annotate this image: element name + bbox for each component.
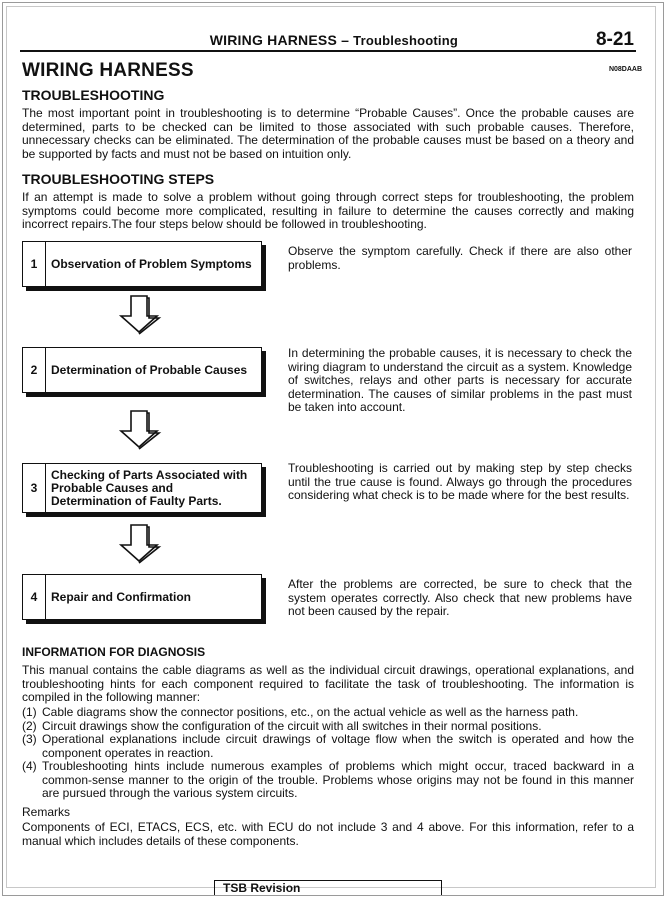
step-2-box [22, 347, 262, 393]
header-dash: – [341, 32, 350, 48]
page-title: WIRING HARNESS [22, 60, 194, 81]
step-1-label-wrap [51, 242, 255, 286]
document-code: N08DAAB [608, 66, 642, 73]
diagnosis-heading: INFORMATION FOR DIAGNOSIS [22, 645, 206, 659]
list-item [22, 760, 634, 801]
step-1-description: Observe the symptom carefully. Check if there are also other problems. [288, 244, 632, 272]
down-arrow-icon [118, 410, 164, 450]
header-section: WIRING HARNESS [209, 32, 337, 48]
step-3-box [22, 463, 262, 513]
step-4-label-wrap [51, 575, 255, 619]
steps-intro: If an attempt is made to solve a problem without going through correct steps for troubleshooting, the problem symptoms could become more complicated, resulting in failure to determine the causes correctly and making incorrect repairs.The four steps below should be followed in troubleshooting. [22, 190, 634, 231]
list-item [22, 720, 634, 734]
running-header-title [210, 32, 458, 48]
tsb-revision-label: TSB Revision [223, 881, 301, 895]
step-2-description: In determining the probable causes, it is necessary to check the wiring diagram to understand the circuit as a system. Knowledge of switches, relays and other parts is necessary for accurate determination. The causes of similar problems in the past must be taken into account. [288, 346, 632, 414]
list-item-text: Operational explanations include circuit drawings of voltage flow when the switch is operated and how the component operates in reaction. [42, 732, 634, 760]
step-2-number: 2 [23, 348, 46, 392]
down-arrow-icon [118, 524, 164, 564]
list-item-number: (3) [22, 732, 37, 746]
step-3-label: Checking of Parts Associated with Probable Causes and Determination of Faulty Parts. [51, 467, 248, 508]
step-1-box [22, 241, 262, 287]
down-arrow-icon [118, 295, 164, 335]
step-3-number: 3 [23, 464, 46, 512]
diagnosis-list [22, 706, 634, 801]
step-4-box [22, 574, 262, 620]
step-1-label: Observation of Problem Symptoms [51, 256, 252, 271]
step-3-label-wrap [51, 464, 255, 512]
diagnosis-intro: This manual contains the cable diagrams as well as the individual circuit drawings, operational explanations, and troubleshooting hints for each component required to facilitate the task of troubleshooting. The information is compiled in the following manner: [22, 663, 634, 704]
list-item-text: Circuit drawings show the configuration of the circuit with all switches in their normal positions. [42, 718, 542, 733]
list-item-text: Troubleshooting hints include numerous examples of problems which might occur, traced backward in a common-sense manner to the origin of the trouble. Problems whose origins may not be found in this manner are pursued through the various system circuits. [42, 759, 634, 800]
page-number: 8-21 [595, 29, 634, 50]
list-item [22, 733, 634, 760]
step-1-number: 1 [23, 242, 46, 286]
list-item [22, 706, 634, 720]
step-4-number: 4 [23, 575, 46, 619]
troubleshooting-body: The most important point in troubleshooting is to determine “Probable Causes”. Once the probable causes are determined, parts to be checked can be limited to those associated with such probable causes. Therefore, unnecessary checks can be eliminated. The determination of the probable causes must be based on a theory and be supported by facts and must not be based on intuition only. [22, 106, 634, 161]
list-item-text: Cable diagrams show the connector positions, etc., on the actual vehicle as well as the harness path. [42, 705, 579, 719]
tsb-revision-box [214, 880, 442, 895]
list-item-number: (4) [22, 759, 37, 773]
header-subsection: Troubleshooting [353, 33, 458, 48]
step-3-description: Troubleshooting is carried out by making step by step checks until the true cause is found. Always go through the procedures considering what check is to be made where for the best results. [288, 461, 632, 502]
step-4-label: Repair and Confirmation [51, 589, 192, 604]
running-header [20, 28, 636, 52]
steps-heading: TROUBLESHOOTING STEPS [22, 171, 215, 187]
remarks-text: Components of ECI, ETACS, ECS, etc. with ECU do not include 3 and 4 above. For this information, refer to a manual which includes details of these components. [22, 820, 634, 848]
step-2-label-wrap [51, 348, 255, 392]
troubleshooting-heading: TROUBLESHOOTING [22, 87, 165, 103]
step-4-description: After the problems are corrected, be sure to check that the system operates correctly. Also check that new problems have not been caused by the repair. [288, 577, 632, 618]
list-item-number: (2) [22, 718, 37, 733]
remarks-label: Remarks [22, 805, 71, 819]
step-2-label: Determination of Probable Causes [51, 362, 248, 377]
list-item-number: (1) [22, 705, 37, 719]
